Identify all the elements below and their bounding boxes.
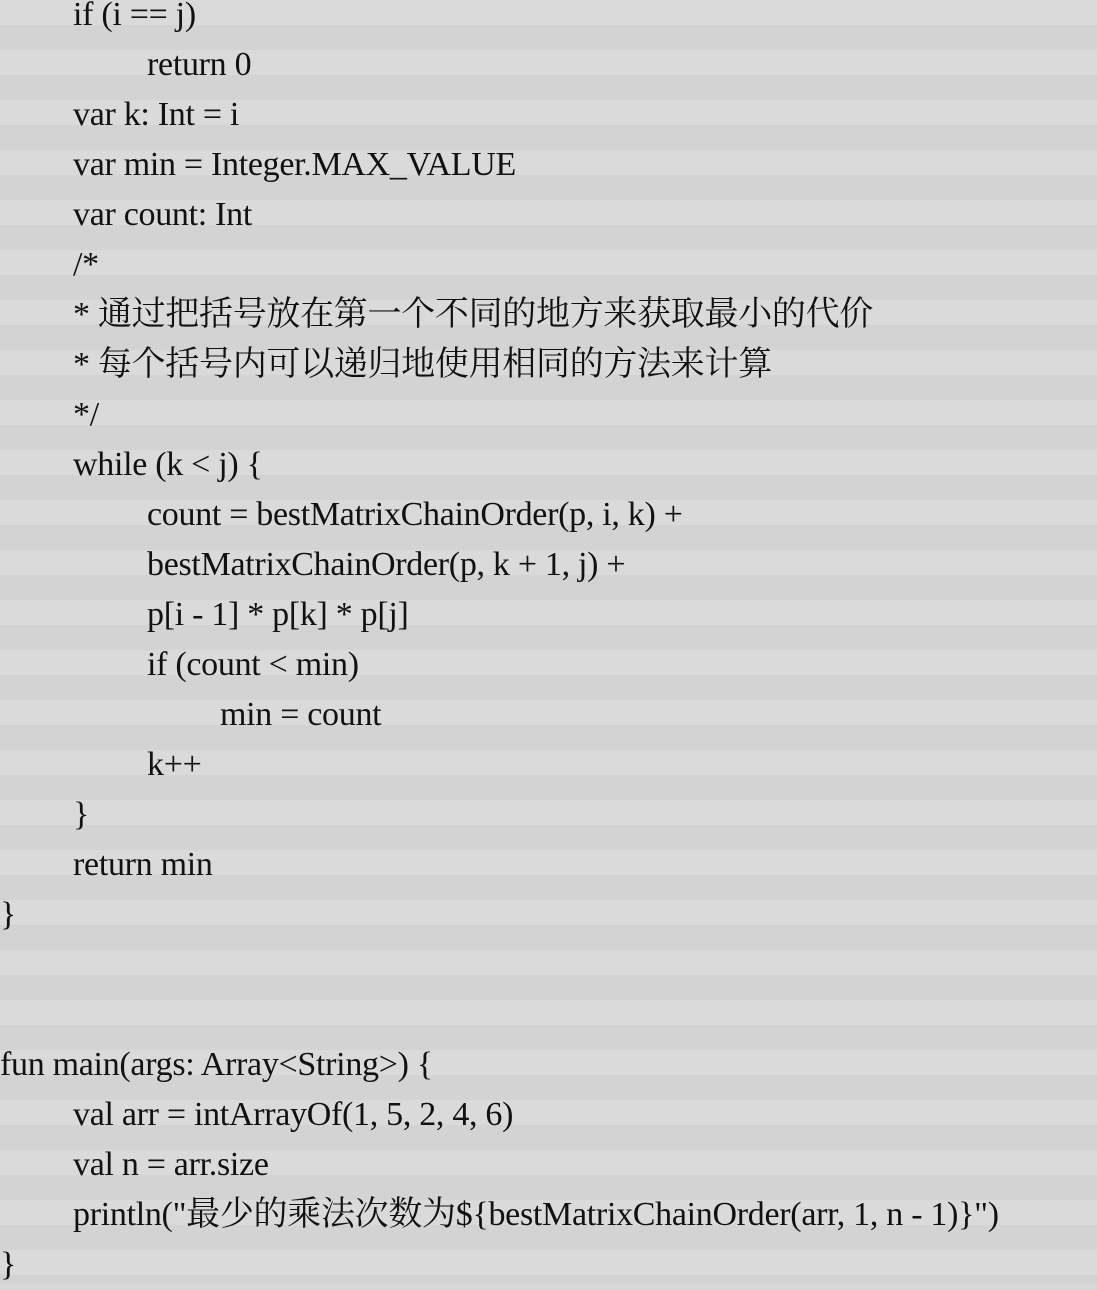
code-line: return min [73,846,213,883]
code-line: println("最少的乘法次数为${bestMatrixChainOrder(arr, 1, n - 1)}") [73,1196,999,1233]
code-line: /* [73,246,99,283]
code-line: min = count [220,696,382,733]
code-line: } [73,796,90,833]
code-line: if (count < min) [147,646,359,683]
code-line: var count: Int [73,196,252,233]
code-line: var min = Integer.MAX_VALUE [73,146,516,183]
code-line: bestMatrixChainOrder(p, k + 1, j) + [147,546,626,583]
code-line: */ [73,396,99,433]
code-line: count = bestMatrixChainOrder(p, i, k) + [147,496,683,533]
code-line: val n = arr.size [73,1146,269,1183]
code-line: } [0,1246,17,1283]
code-comment-line: * 通过把括号放在第一个不同的地方来获取最小的代价 [73,296,873,333]
code-comment-line: * 每个括号内可以递归地使用相同的方法来计算 [73,346,772,383]
code-line: val arr = intArrayOf(1, 5, 2, 4, 6) [73,1096,514,1133]
code-line: } [0,896,17,933]
code-line: k++ [147,746,202,783]
code-line: p[i - 1] * p[k] * p[j] [147,596,409,633]
code-line: while (k < j) { [73,446,263,483]
code-line: var k: Int = i [73,96,240,133]
code-line: fun main(args: Array<String>) { [0,1046,433,1083]
code-line: if (i == j) [73,0,196,33]
code-line: return 0 [147,46,252,83]
